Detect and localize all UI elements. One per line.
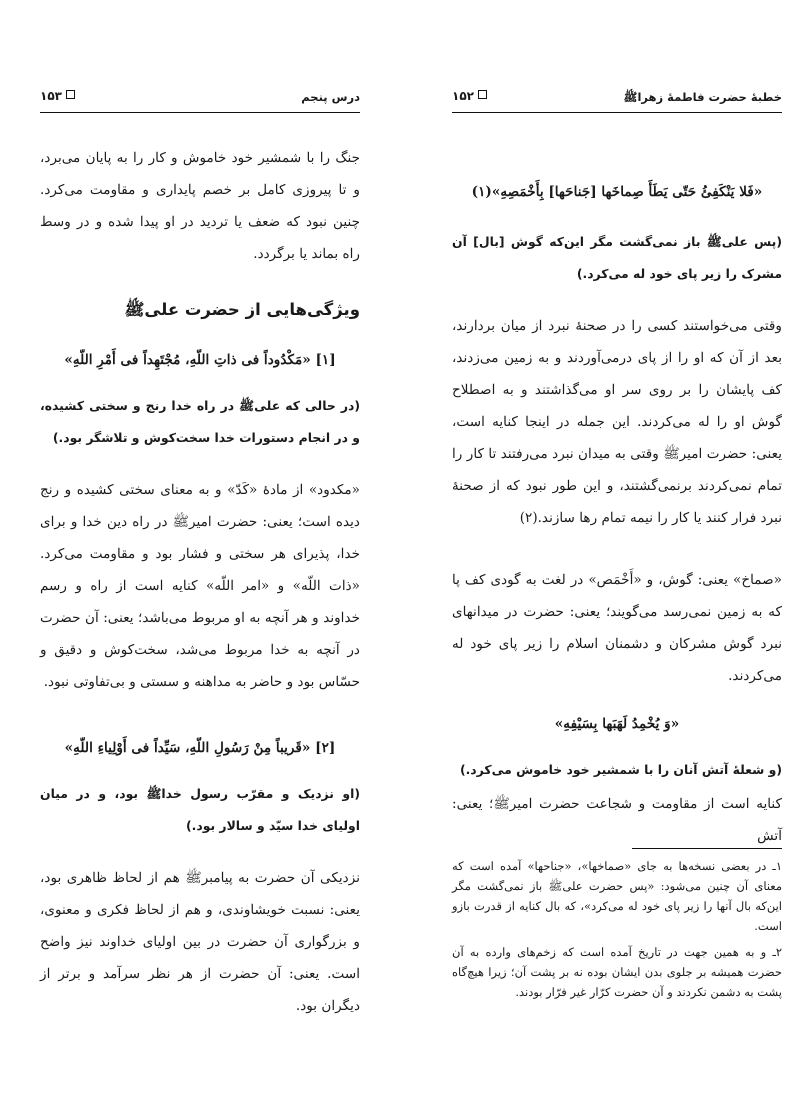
item1-translation: (در حالی که علیﷺ در راه خدا رنج و سختی کشیده، و در انجام دستورات خدا سخت‌کوش و تلاشگر بود.) [40,398,360,445]
running-head-left [40,88,360,113]
item1-explanation: «مکدود» از مادهٔ «کَدّ» و به معنای سختی کشیده و رنج دیده است؛ یعنی: حضرت امیرﷺ در راه دین خدا و برای خدا، پذیرای هر سختی و فشار بود و مقاومت می‌کرد. «ذات اللّه» و «امر اللّه» کنایه است از راه و رسم خداوند و هر آنچه به او مربوط می‌باشد؛ یعنی: آن حضرت در آنچه به خدا مربوط می‌شد، سخت‌کوش و دقیق و حسّاس بود و حاضر به مداهنه و سستی و بی‌تفاوتی نبود. [40,482,360,690]
footnote-2: ۲ـ و به همین جهت در تاریخ آمده است که زخم‌های وارده به آن حضرت همیشه بر جلوی بدن ایشان بوده نه بر پشت آن؛ زیرا هیچ‌گاه پشت به دشمن نکردند و آن حضرت کرّار غیر فرّار بودند. [452,945,782,999]
quote2-arabic: «وَ یُخْمِدُ لَهَبَها بِسَیْفِهِ» [554,716,680,732]
book-title: خطبهٔ حضرت فاطمهٔ زهراﷺ [623,90,782,104]
right-page [452,0,782,1100]
footnote-divider [632,848,782,849]
item1-arabic-quote: [۱] «مَکْدُوداً فی ذاتِ اللّهِ، مُجْتَهِداً فی أَمْرِ اللّهِ» [64,352,336,368]
paragraph-2: «صماخ» یعنی: گوش، و «أَخْمَص» در لغت به گودی کف پا که به زمین نمی‌رسد می‌گویند؛ یعنی: حضرت در میدانهای نبرد گوش مشرکان و دشمنان اسلام را زیر پای خود له می‌کردند. [452,572,782,684]
continuation-paragraph: جنگ را با شمشیر خود خاموش و کار را به پایان می‌برد، و تا پیروزی کامل بر خصم پایداری و مقاومت می‌کرد. چنین نبود که ضعف یا تردید در او پیدا شده و در وسط راه بماند یا برگردد. [40,150,360,262]
running-head-right [452,88,782,113]
item2-translation: (او نزدیک و مقرّب رسول خداﷺ بود، و در میان اولیای خدا سیّد و سالار بود.) [40,786,360,833]
quote1-arabic: «فَلا یَنْکَفِئُ حَتّی یَطَأَ صِماخَها [جَناحَها] بِأَخْمَصِهِ»(۱) [471,184,763,200]
chapter-title: درس پنجم [301,90,360,104]
quote2-translation: (و شعلهٔ آتش آنان را با شمشیر خود خاموش می‌کرد.) [459,762,782,777]
square-ornament-icon [478,90,487,99]
page-number-left: ۱۵۳ [40,89,75,103]
footnote-1: ۱ـ در بعضی نسخه‌ها به جای «صماخها»، «جناحها» آمده است که معنای آن چنین می‌شود: «پس حضرت علیﷺ باز نمی‌گشت مگر این‌که بال آنها را زیر پای خود له می‌کرد»، که بال کنایه از قدرت بازو است. [452,859,782,933]
square-ornament-icon [66,90,75,99]
section-heading: ویژگی‌هایی از حضرت علیﷺ [124,300,360,319]
left-page [40,0,360,1100]
page-number-right: ۱۵۲ [452,89,487,103]
item2-explanation: نزدیکی آن حضرت به پیامبرﷺ هم از لحاظ ظاهری بود، یعنی: نسبت خویشاوندی، و هم از لحاظ فکری و معنوی، و بزرگواری آن حضرت در بین اولیای خداوند نیز واضح است. یعنی: آن حضرت از هر نظر سرآمد و برتر از دیگران بود. [40,870,360,1014]
paragraph-3: کنایه است از مقاومت و شجاعت حضرت امیرﷺ؛ یعنی: آتش [452,796,782,844]
item2-arabic-quote: [۲] «قَریباً مِنْ رَسُولِ اللّهِ، سَیِّداً فی أَوْلِیاءِ اللّهِ» [64,740,336,756]
paragraph-1: وقتی می‌خواستند کسی را در صحنهٔ نبرد از میان بردارند، بعد از آن که او را از پای درمی‌آوردند و به زمین می‌زدند، کف پایشان را بر روی سر او می‌گذاشتند و به اصطلاح گوش او را له می‌کردند. این جمله در اینجا کنایه است، یعنی: حضرت امیرﷺ وقتی به میدان نبرد می‌رفتند تا کار را تمام نمی‌کردند برنمی‌گشتند، و این طور نبود که از صحنهٔ نبرد فرار کنند یا کار را نیمه تمام رها سازند.(۲) [452,318,782,526]
quote1-translation: (پس علیﷺ باز نمی‌گشت مگر این‌که گوش [بال] آن مشرک را زیر پای خود له می‌کرد.) [452,234,782,281]
